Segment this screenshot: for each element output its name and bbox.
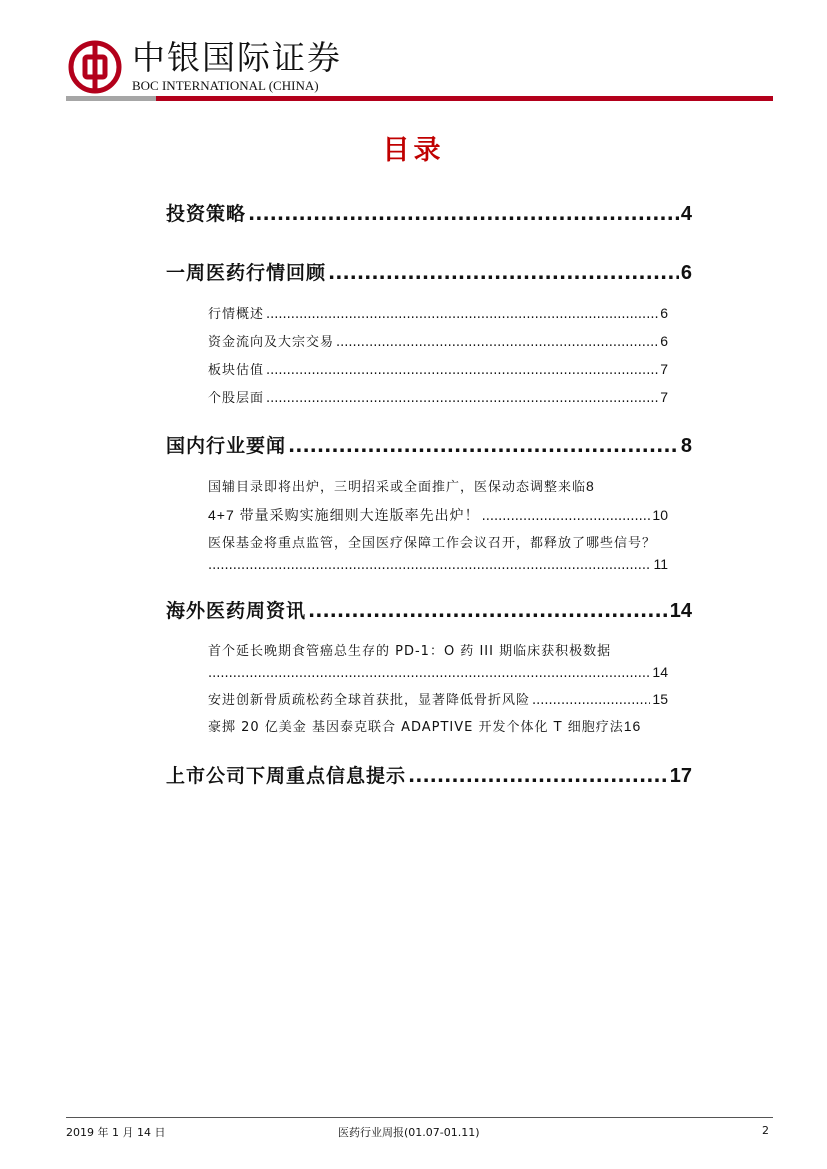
toc-entry-amgen-approval[interactable] xyxy=(208,689,668,709)
toc-entry-label: 国内行业要闻 xyxy=(166,435,287,457)
toc-leader-dots xyxy=(408,765,668,787)
toc-entry-overseas-news[interactable] xyxy=(166,596,692,622)
toc-entry-insurance-fund-page[interactable] xyxy=(208,556,668,576)
toc-entry-capital-flow[interactable] xyxy=(208,331,668,351)
toc-entry-sector-valuation[interactable] xyxy=(208,359,668,379)
toc-leader-dots xyxy=(336,335,658,350)
toc-entry-label: 行情概述 xyxy=(208,307,265,322)
toc-entry-page: 6 xyxy=(660,333,668,349)
toc-leader-dots xyxy=(308,600,668,622)
toc-entry-label: 首个延长晚期食管癌总生存的 PD-1：O 药 III 期临床获积极数据 xyxy=(208,644,612,659)
toc-entry-label: 国辅目录即将出炉，三明招采或全面推广，医保动态调整来临 xyxy=(208,480,587,495)
footer-date: 2019 年 1 月 14 日 xyxy=(66,1126,166,1139)
toc-entry-weekly-review[interactable] xyxy=(166,258,692,284)
toc-entry-national-catalog[interactable] xyxy=(208,476,595,495)
toc-leader-dots xyxy=(266,363,658,378)
toc-entry-page: 6 xyxy=(680,262,692,284)
toc-entry-page: 7 xyxy=(660,361,668,377)
toc-entry-page: 7 xyxy=(660,389,668,405)
toc-entry-insurance-fund[interactable] xyxy=(208,532,656,551)
toc-entry-page: 16 xyxy=(623,718,642,734)
footer-rule xyxy=(66,1117,773,1118)
header-rule-red xyxy=(156,96,773,101)
toc-entry-label: 海外医药周资讯 xyxy=(166,600,307,622)
toc-entry-label: 板块估值 xyxy=(208,363,265,378)
toc-entry-page: 6 xyxy=(660,305,668,321)
toc-entry-pd1-data-page[interactable] xyxy=(208,664,668,684)
footer-page-number: 2 xyxy=(762,1124,769,1137)
toc-entry-page: 11 xyxy=(653,556,668,572)
toc-leader-dots xyxy=(328,262,679,284)
toc-entry-individual-stocks[interactable] xyxy=(208,387,668,407)
toc-entry-volume-procurement[interactable] xyxy=(208,505,668,525)
toc-leader-dots xyxy=(266,391,658,406)
toc-entry-label: 4+7 带量采购实施细则大连版率先出炉！ xyxy=(208,507,480,523)
toc-entry-page: 14 xyxy=(652,664,668,680)
toc-entry-label: 安进创新骨质疏松药全球首获批，显著降低骨折风险 xyxy=(208,693,531,708)
toc-entry-pd1-data[interactable] xyxy=(208,640,611,659)
toc-title: 目录 xyxy=(382,135,445,166)
brand-name-en: BOC INTERNATIONAL (CHINA) xyxy=(132,78,319,93)
brand-name-cn: 中银国际证券 xyxy=(132,38,342,77)
toc-leader-dots xyxy=(288,435,679,457)
toc-entry-label: 一周医药行情回顾 xyxy=(166,262,327,284)
toc-entry-genentech-adaptive[interactable] xyxy=(208,716,641,735)
boc-logo-icon xyxy=(68,40,122,94)
toc-entry-label: 投资策略 xyxy=(166,203,247,225)
toc-entry-page: 8 xyxy=(586,478,595,494)
toc-entry-listed-companies[interactable] xyxy=(166,761,692,787)
toc-entry-page: 17 xyxy=(669,765,692,787)
toc-leader-dots xyxy=(248,203,679,225)
toc-entry-label: 上市公司下周重点信息提示 xyxy=(166,765,407,787)
toc-leader-dots xyxy=(208,558,651,573)
toc-entry-page: 8 xyxy=(680,435,692,457)
header-rule-grey xyxy=(66,96,156,101)
toc-leader-dots xyxy=(208,666,650,681)
toc-entry-label: 个股层面 xyxy=(208,391,265,406)
toc-entry-label: 医保基金将重点监管，全国医疗保障工作会议召开，都释放了哪些信号？ xyxy=(208,536,657,551)
footer-report-title: 医药行业周报(01.07-01.11) xyxy=(338,1126,480,1139)
toc-leader-dots xyxy=(532,693,650,708)
toc-entry-page: 10 xyxy=(652,507,668,523)
toc-entry-label: 豪掷 20 亿美金 基因泰克联合 ADAPTIVE 开发个体化 T 细胞疗法 xyxy=(208,720,624,735)
toc-leader-dots xyxy=(482,509,651,524)
toc-entry-market-overview[interactable] xyxy=(208,303,668,323)
toc-entry-page: 14 xyxy=(669,600,692,622)
toc-entry-domestic-news[interactable] xyxy=(166,431,692,457)
toc-leader-dots xyxy=(266,307,658,322)
toc-entry-investment-strategy[interactable] xyxy=(166,199,692,225)
toc-entry-page: 15 xyxy=(652,691,668,707)
toc-entry-page: 4 xyxy=(680,203,692,225)
toc-entry-label: 资金流向及大宗交易 xyxy=(208,335,335,350)
